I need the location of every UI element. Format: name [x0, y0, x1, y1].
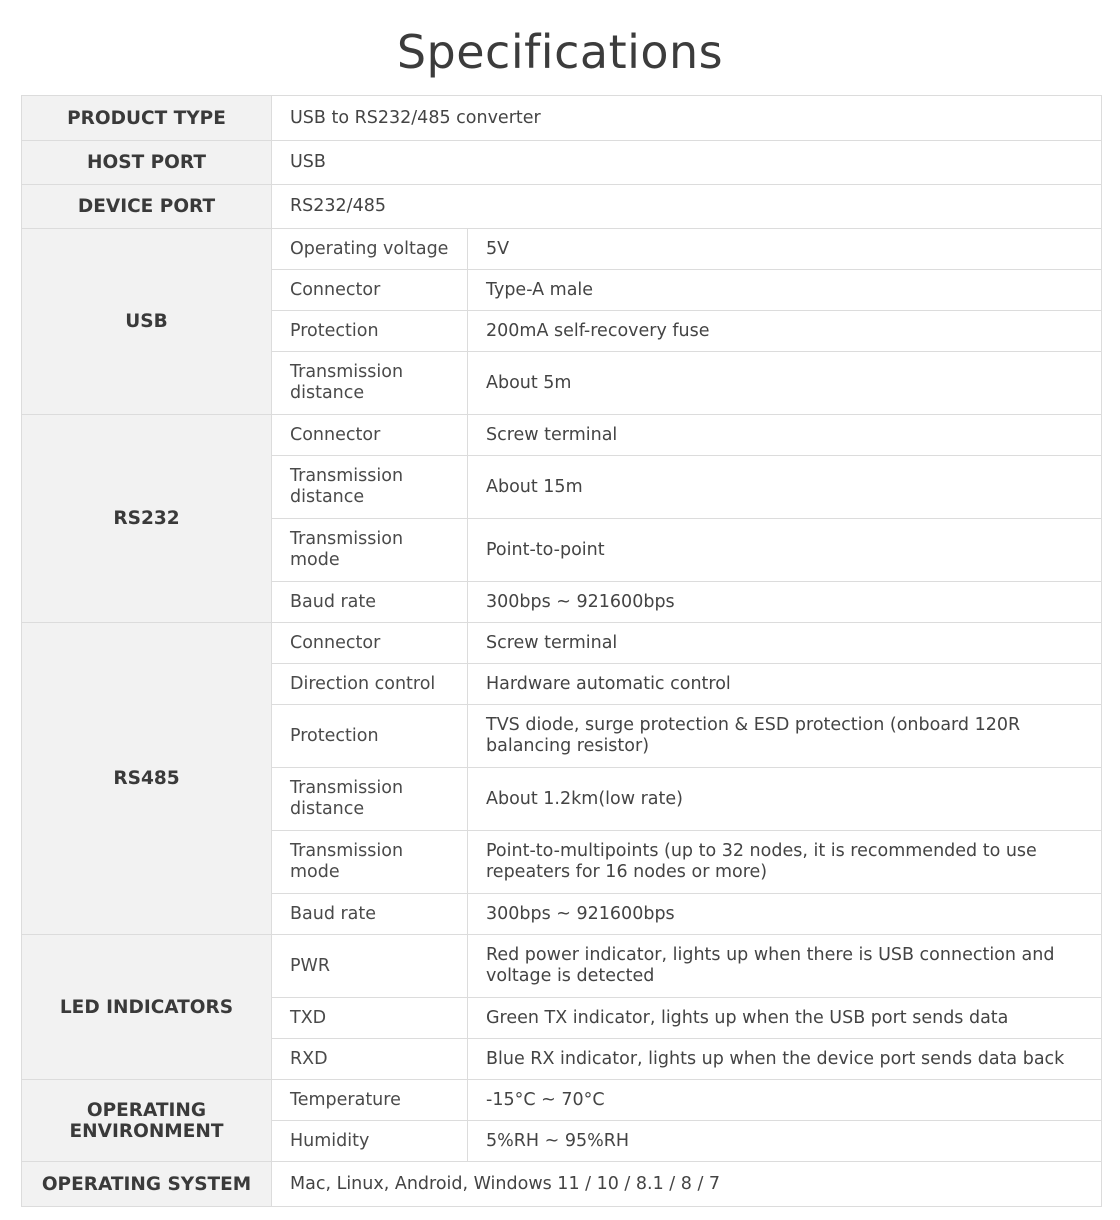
table-row	[22, 1162, 1102, 1207]
spec-value: Point-to-multipoints (up to 32 nodes, it is recommended to use repeaters for 16 nodes or more)	[468, 831, 1102, 894]
spec-value: Type-A male	[468, 270, 1102, 311]
category-host-port: HOST PORT	[22, 141, 272, 185]
spec-key: PWR	[272, 935, 468, 998]
spec-value: -15°C ~ 70°C	[468, 1080, 1102, 1121]
spec-key: Humidity	[272, 1121, 468, 1162]
category-device-port: DEVICE PORT	[22, 185, 272, 229]
table-row	[22, 185, 1102, 229]
spec-key: Protection	[272, 705, 468, 768]
spec-value: About 15m	[468, 456, 1102, 519]
spec-value: Red power indicator, lights up when there is USB connection and voltage is detected	[468, 935, 1102, 998]
host-port-value: USB	[272, 141, 1102, 185]
table-row	[22, 96, 1102, 141]
spec-value: Blue RX indicator, lights up when the device port sends data back	[468, 1039, 1102, 1080]
table-row	[22, 141, 1102, 185]
table-row	[22, 415, 1102, 456]
specifications-table	[21, 95, 1102, 1207]
spec-key: RXD	[272, 1039, 468, 1080]
spec-value: About 1.2km(low rate)	[468, 768, 1102, 831]
category-led-indicators: LED INDICATORS	[22, 935, 272, 1080]
category-usb: USB	[22, 229, 272, 415]
spec-key: Operating voltage	[272, 229, 468, 270]
category-rs232: RS232	[22, 415, 272, 623]
spec-key: Transmission distance	[272, 352, 468, 415]
spec-value: 200mA self-recovery fuse	[468, 311, 1102, 352]
table-row	[22, 1080, 1102, 1121]
spec-key: Protection	[272, 311, 468, 352]
spec-value: Screw terminal	[468, 415, 1102, 456]
spec-key: TXD	[272, 998, 468, 1039]
spec-key: Connector	[272, 415, 468, 456]
spec-key: Baud rate	[272, 894, 468, 935]
spec-key: Direction control	[272, 664, 468, 705]
spec-value: Screw terminal	[468, 623, 1102, 664]
category-operating-environment: OPERATING ENVIRONMENT	[22, 1080, 272, 1162]
spec-key: Transmission distance	[272, 768, 468, 831]
product-type-value: USB to RS232/485 converter	[272, 96, 1102, 141]
category-rs485: RS485	[22, 623, 272, 935]
spec-value: About 5m	[468, 352, 1102, 415]
category-operating-system: OPERATING SYSTEM	[22, 1162, 272, 1207]
device-port-value: RS232/485	[272, 185, 1102, 229]
table-row	[22, 935, 1102, 998]
operating-system-value: Mac, Linux, Android, Windows 11 / 10 / 8.1 / 8 / 7	[272, 1162, 1102, 1207]
table-row	[22, 623, 1102, 664]
spec-key: Connector	[272, 270, 468, 311]
spec-key: Connector	[272, 623, 468, 664]
category-product-type: PRODUCT TYPE	[22, 96, 272, 141]
spec-value: 300bps ~ 921600bps	[468, 894, 1102, 935]
spec-value: Point-to-point	[468, 519, 1102, 582]
spec-value: TVS diode, surge protection & ESD protection (onboard 120R balancing resistor)	[468, 705, 1102, 768]
spec-key: Transmission mode	[272, 831, 468, 894]
table-row	[22, 229, 1102, 270]
spec-key: Transmission mode	[272, 519, 468, 582]
spec-value: 5V	[468, 229, 1102, 270]
page-title: Specifications	[396, 25, 724, 79]
spec-value: Hardware automatic control	[468, 664, 1102, 705]
spec-key: Baud rate	[272, 582, 468, 623]
spec-value: Green TX indicator, lights up when the USB port sends data	[468, 998, 1102, 1039]
spec-key: Transmission distance	[272, 456, 468, 519]
spec-value: 5%RH ~ 95%RH	[468, 1121, 1102, 1162]
spec-key: Temperature	[272, 1080, 468, 1121]
spec-value: 300bps ~ 921600bps	[468, 582, 1102, 623]
